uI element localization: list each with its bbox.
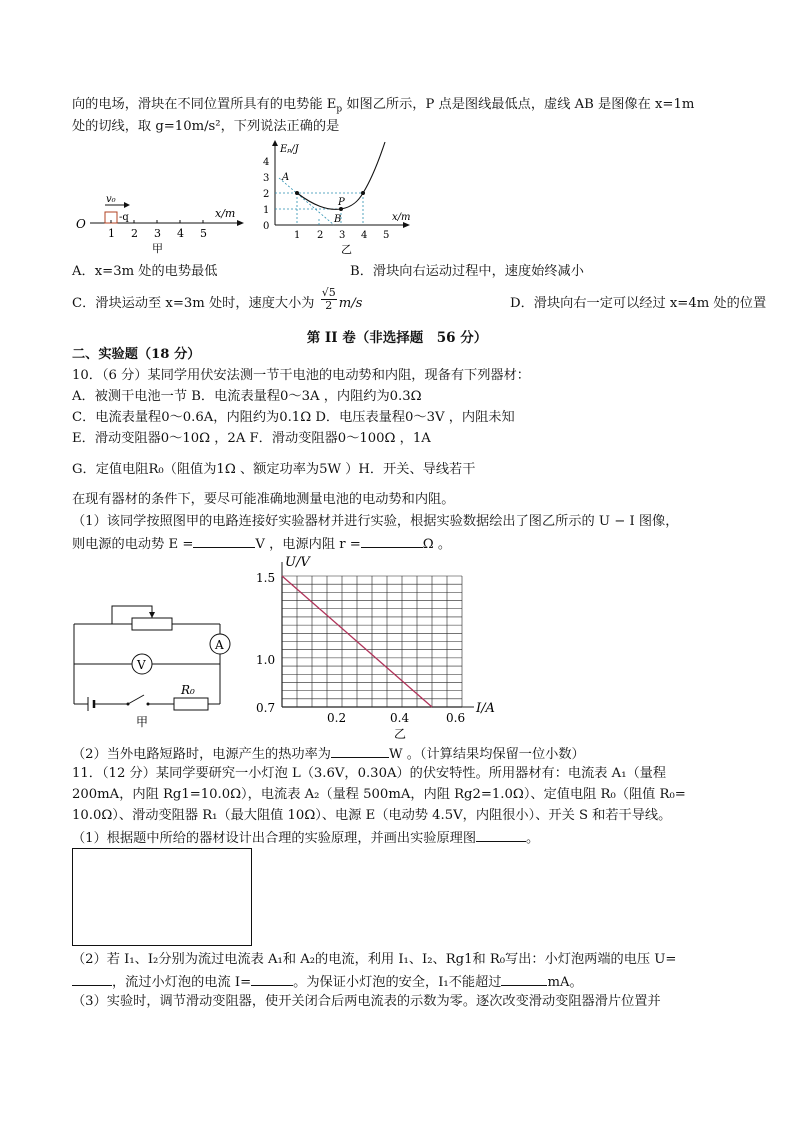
q11-line6: ，流过小灯泡的电流 I= 。为保证小灯泡的安全，I₁不能超过 mA。	[72, 972, 583, 992]
svg-text:2: 2	[263, 189, 270, 200]
svg-text:5: 5	[200, 227, 207, 240]
ui-chart	[252, 548, 512, 744]
q11-line3: 10.0Ω）、滑动变阻器 R₁（最大阻值 10Ω）、电源 E（电动势 4.5V，内阻很小）、开关 S 和若干导线。	[72, 808, 672, 823]
q9-option-d: D．滑块向右一定可以经过 x=4m 处的位置	[510, 296, 767, 311]
fig-yi-caption: 乙	[341, 243, 352, 256]
q10-line1: A．被测干电池一节 B．电流表量程0～3A ，内阻约为0.3Ω	[72, 389, 422, 404]
fig-jia-origin: O	[76, 217, 86, 231]
fig-yi-xlabel: x/m	[392, 212, 411, 223]
q10-line4: G．定值电阻R₀（阻值为1Ω 、额定功率为5W ）H．开关、导线若干	[72, 462, 476, 477]
q9-option-b: B．滑块向右运动过程中，速度始终减小	[350, 264, 584, 279]
svg-text:B: B	[334, 214, 342, 225]
svg-text:5: 5	[383, 230, 390, 241]
rheostat	[132, 618, 172, 630]
fig-jia	[72, 190, 252, 260]
current-blank[interactable]	[251, 972, 293, 986]
svg-text:2: 2	[131, 227, 138, 240]
fig-yi	[255, 140, 415, 262]
svg-text:1: 1	[263, 205, 270, 216]
emf-blank[interactable]	[193, 534, 255, 548]
fig-jia-arrow	[237, 220, 244, 226]
circuit-diagram	[70, 598, 240, 730]
svg-text:0: 0	[263, 221, 270, 232]
q10-line3: E．滑动变阻器0～10Ω ，2A F．滑动变阻器0～100Ω ，1A	[72, 431, 431, 446]
svg-text:2: 2	[317, 230, 324, 241]
fig-jia-q: -q	[119, 212, 129, 223]
svg-text:A: A	[282, 172, 290, 183]
svg-text:P: P	[338, 197, 345, 208]
svg-text:4: 4	[361, 230, 368, 241]
part2-heading: 二、实验题（18 分）	[72, 347, 201, 362]
q9-line2: 处的切线，取 g=10m/s²，下列说法正确的是	[72, 119, 340, 134]
chart-ytick-0.7: 0.7	[256, 701, 276, 715]
chart-ytick-1.0: 1.0	[256, 653, 276, 667]
q11-line2: 200mA，内阻 Rg1=10.0Ω），电流表 A₂（量程 500mA，内阻 Rg2=1.0Ω）、定值电阻 R₀（阻值 R₀=	[72, 787, 686, 802]
chart-xlabel: I/A	[476, 701, 495, 716]
q9-option-c: C．滑块运动至 x=3m 处时，速度大小为 $\frac{√5}{2}$ m/s	[72, 286, 363, 312]
chart-ylabel: U/V	[285, 555, 310, 570]
r0-resistor	[174, 698, 208, 710]
chart-xtick-0.6: 0.6	[446, 711, 466, 725]
q11-line5: （2）若 I₁、I₂分别为流过电流表 A₁和 A₂的电流，利用 I₁、I₂、Rg1和 R₀写出：小灯泡两端的电压 U=	[72, 952, 677, 967]
svg-text:3: 3	[154, 227, 161, 240]
q10-line7: 则电源的电动势 E = V ，电源内阻 r = Ω 。	[72, 534, 451, 554]
svg-text:4: 4	[263, 157, 270, 168]
switch	[128, 695, 144, 704]
q9-line1: 向的电场，滑块在不同位置所具有的电势能 $E_p$ 如图乙所示，P 点是图线最低点，虚线 AB 是图像在 x=1m	[72, 97, 695, 115]
q10-line8: （2）当外电路短路时，电源产生的热功率为 W 。（计算结果均保留一位小数）	[72, 744, 585, 764]
q11-line7: （3）实验时，调节滑动变阻器，使开关闭合后两电流表的示数为零。逐次改变滑动变阻器滑片位置并	[72, 994, 661, 1009]
section-title: 第 II 卷（非选择题 56 分）	[306, 330, 488, 346]
fig-jia-v0: v₀	[106, 194, 116, 205]
q11-line1: 11．（12 分）某同学要研究一小灯泡 L（3.6V，0.30A）的伏安特性。所用器材有：电流表 A₁（量程	[72, 766, 667, 781]
fig-jia-xlabel: x/m	[215, 207, 236, 220]
svg-text:1: 1	[294, 230, 301, 241]
answer-box[interactable]	[72, 848, 252, 946]
i1-limit-blank[interactable]	[501, 972, 547, 986]
chart-ytick-1.5: 1.5	[256, 571, 276, 585]
svg-text:4: 4	[177, 227, 184, 240]
svg-text:甲: 甲	[136, 715, 149, 729]
q10-line2: C．电流表量程0～0.6A，内阻约为0.1Ω D．电压表量程0～3V ，内阻未知	[72, 410, 515, 425]
q9-option-a: A．x=3m 处的电势最低	[72, 264, 218, 279]
fig-jia-caption: 甲	[152, 242, 163, 255]
fig-yi-guides	[275, 178, 363, 225]
svg-text:3: 3	[263, 173, 270, 184]
chart-caption: 乙	[394, 727, 407, 741]
q10-intro: 10．（6 分）某同学用伏安法测一节干电池的电动势和内阻，现备有下列器材：	[72, 368, 530, 383]
resistance-blank[interactable]	[361, 534, 423, 548]
chart-xtick-0.4: 0.4	[390, 711, 410, 725]
chart-grid	[282, 562, 474, 707]
svg-text:A: A	[215, 638, 224, 652]
heat-power-blank[interactable]	[331, 744, 389, 758]
chart-xtick-0.2: 0.2	[327, 711, 347, 725]
fig-yi-ylabel: Eₚ/J	[280, 144, 299, 155]
voltage-blank[interactable]	[72, 972, 112, 986]
q10-line5: 在现有器材的条件下，要尽可能准确地测量电池的电动势和内阻。	[72, 492, 455, 507]
svg-text:R₀: R₀	[181, 683, 195, 697]
svg-text:1: 1	[108, 227, 115, 240]
q10-line6: （1）该同学按照图甲的电路连接好实验器材并进行实验，根据实验数据绘出了图乙所示的 U − I 图像，	[72, 514, 679, 529]
diagram-blank[interactable]	[476, 828, 526, 842]
q11-line4: （1）根据题中所给的器材设计出合理的实验原理，并画出实验原理图 。	[72, 828, 539, 848]
svg-text:V: V	[137, 658, 146, 672]
svg-text:3: 3	[339, 230, 346, 241]
